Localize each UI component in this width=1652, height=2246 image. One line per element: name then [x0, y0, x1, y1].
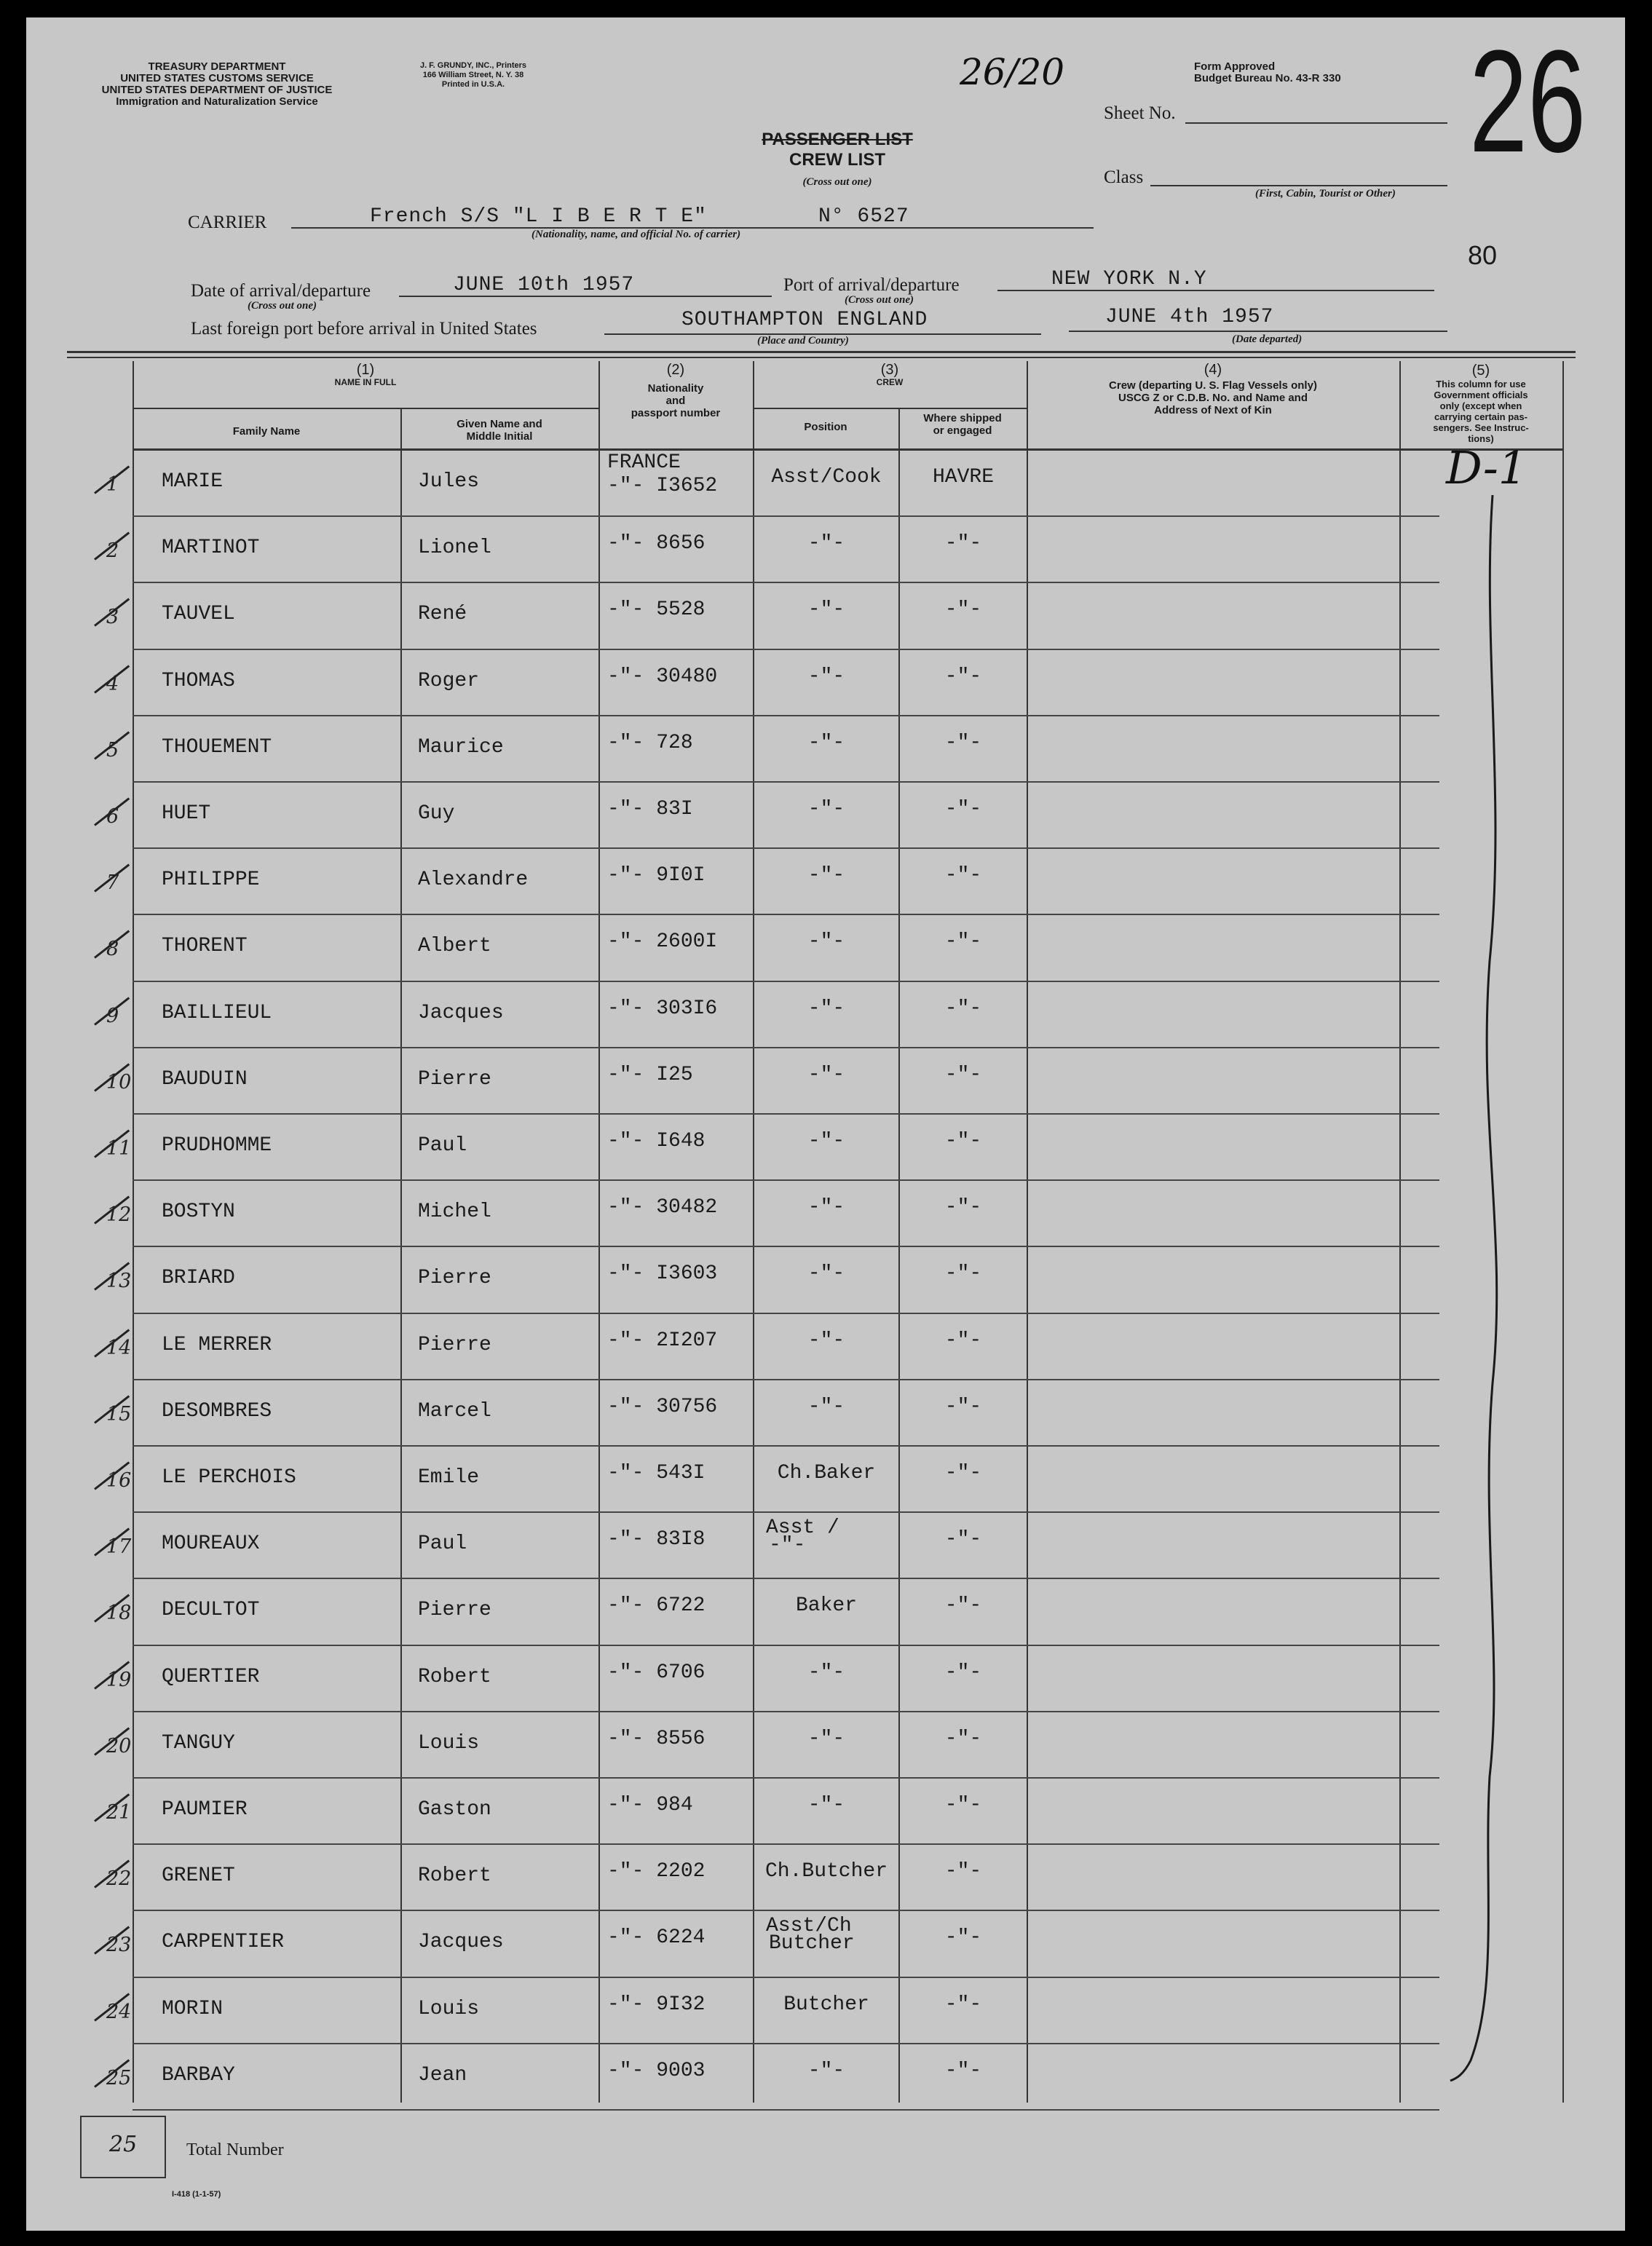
- given-name-header-line-1: Given Name and: [457, 418, 542, 430]
- position-cell: -"-: [807, 2059, 845, 2082]
- col3-number: (3): [880, 362, 899, 378]
- passport-cell: -"- 8656: [607, 532, 706, 555]
- row-rule: [133, 1843, 1439, 1845]
- passport-cell: -"- 30482: [607, 1196, 718, 1219]
- total-box-bottom: [80, 2177, 166, 2178]
- family-name-cell: THOMAS: [162, 669, 235, 692]
- agency-line-3: UNITED STATES DEPARTMENT OF JUSTICE: [101, 84, 333, 96]
- row-number: 20: [106, 1734, 132, 1757]
- position-cell: Asst/Cook: [771, 466, 882, 489]
- col5-line-3: only (except when: [1439, 400, 1522, 411]
- passport-cell: -"- 9I0I: [607, 864, 706, 887]
- row-rule: [133, 1777, 1439, 1779]
- position-cell: -"-: [807, 1196, 845, 1219]
- total-box-top: [80, 2116, 166, 2117]
- position-cell: -"-: [807, 798, 845, 820]
- position-cell: -"-: [807, 532, 845, 555]
- position-cell: -"-: [807, 864, 845, 887]
- officials-column-squiggle: [1442, 495, 1529, 2089]
- shipped-cell: -"-: [944, 532, 982, 555]
- passport-cell: -"- 83I8: [607, 1528, 706, 1551]
- port-arrival-caption: (Cross out one): [845, 294, 914, 306]
- passport-cell: -"- I3652: [607, 475, 718, 497]
- passport-cell: -"- 30756: [607, 1395, 718, 1418]
- row-rule: [133, 847, 1439, 849]
- row-number: 17: [106, 1535, 132, 1559]
- passport-cell: -"- I25: [607, 1063, 693, 1086]
- row-rule: [133, 981, 1439, 982]
- shipped-cell: -"-: [944, 1926, 982, 1950]
- row-number: 7: [106, 871, 119, 895]
- family-name-header: Family Name: [232, 425, 301, 438]
- row-rule: [133, 1313, 1439, 1314]
- shipped-header-line-1: Where shipped: [923, 412, 1002, 424]
- shipped-cell: -"-: [944, 1395, 982, 1418]
- position-cell: -"-: [807, 731, 845, 754]
- col1-number: (1): [356, 362, 375, 378]
- shipped-cell: -"-: [944, 1794, 982, 1816]
- family-name-cell: THOUEMENT: [162, 735, 272, 759]
- nationality-cell: FRANCE: [607, 451, 681, 474]
- col5-number: (5): [1471, 363, 1490, 379]
- family-name-cell: PAUMIER: [162, 1798, 248, 1821]
- family-name-cell: QUERTIER: [162, 1665, 260, 1688]
- row-rule: [133, 1379, 1439, 1380]
- carrier-value: French S/S "L I B E R T E": [370, 205, 707, 228]
- passport-cell: -"- 2600I: [607, 930, 718, 954]
- class-line: [1150, 185, 1447, 186]
- shipped-cell: -"-: [944, 930, 982, 954]
- position-cell: -"-: [807, 1329, 845, 1352]
- shipped-cell: -"-: [944, 798, 982, 820]
- header-sub-rule-1: [133, 408, 598, 409]
- row-number: 25: [106, 2066, 132, 2089]
- printer-line-3: Printed in U.S.A.: [441, 80, 505, 89]
- col-divider-2-3: [753, 361, 754, 2103]
- given-name-cell: Paul: [418, 1134, 467, 1157]
- family-name-cell: CARPENTIER: [162, 1931, 285, 1954]
- row-number: 18: [106, 1602, 132, 1625]
- given-name-cell: Robert: [418, 1665, 491, 1688]
- total-box-right: [165, 2116, 166, 2178]
- row-rule: [133, 1511, 1439, 1513]
- agency-line-4: Immigration and Naturalization Service: [116, 95, 318, 108]
- row-rule: [133, 715, 1439, 716]
- date-departed-caption: (Date departed): [1232, 333, 1303, 345]
- position-cell: -"-: [807, 997, 845, 1020]
- position-cell: -"-: [807, 1794, 845, 1816]
- passport-cell: -"- 5528: [607, 598, 706, 622]
- sheet-label: Sheet No.: [1104, 103, 1176, 123]
- position-cell: -"-: [807, 1262, 845, 1286]
- given-name-cell: Gaston: [418, 1798, 491, 1821]
- col4-header: [1027, 364, 1399, 416]
- given-name-cell: Louis: [418, 1731, 480, 1755]
- family-name-cell: LE MERRER: [162, 1333, 272, 1356]
- row-number: 8: [106, 938, 119, 961]
- given-name-header-line-2: Middle Initial: [466, 430, 533, 443]
- col5-line-1: This column for use: [1436, 379, 1526, 390]
- family-name-cell: BOSTYN: [162, 1201, 235, 1224]
- col5-header: [1399, 363, 1562, 444]
- total-value: 25: [109, 2132, 138, 2157]
- officials-mark: D-1: [1446, 441, 1527, 494]
- row-rule: [133, 1910, 1439, 1911]
- col2-line-3: passport number: [631, 407, 721, 419]
- given-name-cell: Pierre: [418, 1267, 491, 1290]
- row-number: 1: [106, 473, 119, 496]
- row-rule: [133, 1113, 1439, 1115]
- position-cell: -"-: [807, 665, 845, 688]
- total-box-left: [80, 2116, 82, 2178]
- col5-line-6: tions): [1468, 433, 1494, 444]
- family-name-cell: BARBAY: [162, 2063, 235, 2087]
- family-name-cell: PHILIPPE: [162, 869, 260, 892]
- sheet-number-stamp: 26: [1469, 20, 1586, 183]
- col-divider-position-shipped: [898, 408, 900, 2103]
- given-name-cell: Marcel: [418, 1399, 491, 1423]
- shipped-cell: -"-: [944, 997, 982, 1020]
- printer-line-1: J. F. GRUNDY, INC., Printers: [419, 61, 527, 70]
- given-name-header: [400, 418, 598, 443]
- row-rule: [133, 1047, 1439, 1048]
- shipped-cell: -"-: [944, 1462, 982, 1484]
- row-number: 3: [106, 606, 119, 629]
- given-name-cell: Louis: [418, 1997, 480, 2020]
- row-rule: [133, 649, 1439, 650]
- col5-line-2: Government officials: [1434, 390, 1528, 400]
- row-number: 14: [106, 1336, 132, 1359]
- printer-block: [364, 61, 582, 90]
- shipped-cell: -"-: [944, 864, 982, 887]
- position-cell: -"-: [807, 1063, 845, 1086]
- position-header: Position: [804, 421, 847, 433]
- given-name-cell: Jacques: [418, 1001, 504, 1024]
- row-number: 6: [106, 805, 119, 828]
- row-number: 5: [106, 738, 119, 762]
- total-label: Total Number: [186, 2140, 284, 2159]
- position-cell: -"-: [807, 598, 845, 622]
- col2-header: [598, 364, 753, 419]
- shipped-cell: -"-: [944, 1063, 982, 1086]
- given-name-cell: Roger: [418, 669, 480, 692]
- header-sub-rule-3: [753, 408, 1027, 409]
- passport-cell: -"- 9I32: [607, 1993, 706, 2016]
- col5-line-4: carrying certain pas-: [1434, 411, 1527, 422]
- given-name-cell: Pierre: [418, 1067, 491, 1091]
- shipped-cell: -"-: [944, 598, 982, 622]
- position-cell: -"-: [807, 930, 845, 954]
- row-number: 2: [106, 539, 119, 563]
- col5-line-5: sengers. See Instruc-: [1433, 422, 1529, 433]
- passenger-list-title: PASSENGER LIST: [762, 130, 913, 149]
- given-name-cell: Paul: [418, 1533, 467, 1556]
- shipped-cell: -"-: [944, 731, 982, 754]
- given-name-cell: Emile: [418, 1466, 480, 1489]
- shipped-header-line-2: or engaged: [933, 424, 992, 437]
- row-number: 24: [106, 2000, 132, 2023]
- document-page: [26, 17, 1625, 2231]
- col1-title: NAME IN FULL: [334, 377, 397, 387]
- form-approved-line-2: Budget Bureau No. 43-R 330: [1194, 72, 1341, 84]
- passport-cell: -"- 303I6: [607, 997, 718, 1020]
- list-title-caption: (Cross out one): [802, 176, 872, 188]
- table-top-rule: [67, 351, 1576, 353]
- row-rule: [133, 582, 1439, 583]
- last-port-caption: (Place and Country): [757, 335, 849, 347]
- given-name-cell: Albert: [418, 935, 491, 958]
- passport-cell: -"- 9003: [607, 2059, 706, 2082]
- row-rule: [133, 781, 1439, 783]
- given-name-cell: Robert: [418, 1865, 491, 1888]
- carrier-caption: (Nationality, name, and official No. of carrier): [531, 229, 741, 240]
- position-cell: -"-: [807, 1661, 845, 1684]
- count-80: 80: [1468, 240, 1498, 270]
- col-divider-4-5: [1399, 361, 1401, 2103]
- family-name-cell: BAUDUIN: [162, 1067, 248, 1091]
- shipped-cell: -"-: [944, 2059, 982, 2082]
- col1-header: [133, 364, 598, 389]
- agency-line-1: TREASURY DEPARTMENT: [148, 60, 286, 73]
- date-arrival-value: JUNE 10th 1957: [453, 274, 635, 296]
- given-name-cell: Jacques: [418, 1931, 504, 1954]
- row-rule: [133, 515, 1439, 517]
- date-departed-value: JUNE 4th 1957: [1105, 306, 1274, 328]
- shipped-cell: -"-: [944, 1528, 982, 1551]
- col-divider-right: [1562, 361, 1564, 2103]
- position-cell: -"-: [807, 1130, 845, 1152]
- family-name-cell: BRIARD: [162, 1267, 235, 1290]
- shipped-cell: -"-: [944, 1661, 982, 1684]
- shipped-cell: -"-: [944, 1993, 982, 2016]
- row-rule: [133, 2043, 1439, 2044]
- family-name-cell: MOUREAUX: [162, 1533, 260, 1556]
- row-rule: [133, 1445, 1439, 1447]
- position-cell: Ch.Butcher: [764, 1860, 888, 1883]
- shipped-cell: HAVRE: [932, 466, 994, 489]
- given-name-cell: Lionel: [418, 537, 491, 560]
- col3-title: CREW: [876, 377, 904, 387]
- row-rule: [133, 1179, 1439, 1181]
- position-cell-line-2: -"-: [769, 1534, 806, 1557]
- position-cell: -"-: [807, 1727, 845, 1750]
- sheet-line: [1185, 122, 1447, 124]
- row-number: 19: [106, 1668, 132, 1691]
- passport-cell: -"- 30480: [607, 665, 718, 688]
- header-bottom-rule: [133, 448, 1562, 451]
- class-label: Class: [1104, 167, 1144, 187]
- family-name-cell: MARIE: [162, 470, 224, 493]
- date-arrival-caption: (Cross out one): [248, 300, 317, 312]
- position-cell: Butcher: [783, 1993, 869, 2016]
- given-name-cell: Maurice: [418, 735, 504, 759]
- port-arrival-value: NEW YORK N.Y: [1051, 268, 1207, 290]
- row-number: 11: [106, 1137, 132, 1160]
- row-rule: [133, 1711, 1439, 1712]
- family-name-cell: BAILLIEUL: [162, 1001, 272, 1024]
- passport-cell: -"- 2202: [607, 1860, 706, 1883]
- family-name-cell: HUET: [162, 802, 211, 825]
- agency-block: [64, 61, 370, 108]
- row-rule: [133, 1645, 1439, 1646]
- row-number: 23: [106, 1934, 132, 1957]
- position-cell: Baker: [795, 1594, 857, 1618]
- port-arrival-label: Port of arrival/departure: [783, 275, 960, 295]
- row-rule: [133, 1977, 1439, 1978]
- col2-number: (2): [666, 362, 685, 378]
- family-name-cell: TANGUY: [162, 1731, 235, 1755]
- family-name-cell: DESOMBRES: [162, 1399, 272, 1423]
- position-cell: Asst /: [766, 1517, 839, 1540]
- given-name-cell: Guy: [418, 802, 455, 825]
- given-name-cell: Pierre: [418, 1599, 491, 1622]
- col-divider-left: [133, 361, 134, 2103]
- family-name-cell: MARTINOT: [162, 537, 260, 560]
- given-name-cell: Michel: [418, 1201, 491, 1224]
- family-name-cell: MORIN: [162, 1997, 224, 2020]
- passport-cell: -"- 543I: [607, 1462, 706, 1484]
- col-divider-1-2: [598, 361, 600, 2103]
- family-name-cell: DECULTOT: [162, 1599, 260, 1622]
- shipped-cell: -"-: [944, 1130, 982, 1152]
- last-port-label: Last foreign port before arrival in United States: [191, 319, 537, 339]
- col2-line-1: Nationality: [647, 382, 704, 395]
- given-name-cell: Pierre: [418, 1333, 491, 1356]
- date-arrival-label: Date of arrival/departure: [191, 281, 371, 301]
- row-number: 4: [106, 672, 119, 695]
- position-cell: Ch.Baker: [777, 1462, 876, 1484]
- passport-cell: -"- 6224: [607, 1926, 706, 1950]
- passport-cell: -"- 2I207: [607, 1329, 718, 1352]
- shipped-cell: -"-: [944, 1860, 982, 1883]
- row-number: 13: [106, 1270, 132, 1293]
- shipped-header: [898, 412, 1027, 437]
- shipped-cell: -"-: [944, 665, 982, 688]
- position-cell: -"-: [807, 1395, 845, 1418]
- col4-line-1: Crew (departing U. S. Flag Vessels only): [1109, 379, 1317, 392]
- form-approved-line-1: Form Approved: [1194, 60, 1276, 73]
- col3-header: [753, 364, 1027, 389]
- passport-cell: -"- I648: [607, 1130, 706, 1152]
- date-departed-line: [1069, 331, 1447, 332]
- class-caption: (First, Cabin, Tourist or Other): [1255, 188, 1396, 199]
- given-name-cell: Jules: [418, 470, 480, 493]
- position-cell: Asst/Ch: [766, 1915, 852, 1938]
- col4-line-3: Address of Next of Kin: [1154, 404, 1272, 416]
- col-divider-3-4: [1027, 361, 1028, 2103]
- row-number: 12: [106, 1203, 132, 1227]
- row-number: 10: [106, 1070, 132, 1094]
- crew-list-title: CREW LIST: [789, 150, 885, 170]
- passport-cell: -"- I3603: [607, 1262, 718, 1286]
- family-name-cell: THORENT: [162, 935, 248, 958]
- col4-number: (4): [1204, 362, 1222, 378]
- printer-line-2: 166 William Street, N. Y. 38: [422, 71, 524, 79]
- handwritten-sheet-ref: 26/20: [960, 51, 1065, 93]
- carrier-official-no: N° 6527: [818, 205, 909, 228]
- row-rule: [133, 2109, 1439, 2111]
- shipped-cell: -"-: [944, 1196, 982, 1219]
- form-code: I-418 (1-1-57): [172, 2190, 221, 2199]
- family-name-cell: TAUVEL: [162, 603, 235, 626]
- agency-line-2: UNITED STATES CUSTOMS SERVICE: [120, 72, 314, 84]
- col2-line-2: and: [665, 395, 686, 407]
- passport-cell: -"- 83I: [607, 798, 693, 820]
- carrier-label: CARRIER: [188, 213, 267, 232]
- col-divider-family-given: [400, 408, 402, 2103]
- passport-cell: -"- 984: [607, 1794, 693, 1816]
- form-approved-block: [1194, 61, 1434, 84]
- row-number: 22: [106, 1867, 132, 1891]
- passport-cell: -"- 6722: [607, 1594, 706, 1618]
- row-rule: [133, 914, 1439, 915]
- shipped-cell: -"-: [944, 1262, 982, 1286]
- row-number: 21: [106, 1801, 132, 1824]
- col4-line-2: USCG Z or C.D.B. No. and Name and: [1118, 392, 1308, 404]
- passport-cell: -"- 8556: [607, 1727, 706, 1750]
- row-number: 16: [106, 1469, 132, 1492]
- family-name-cell: PRUDHOMME: [162, 1134, 272, 1157]
- row-number: 9: [106, 1004, 119, 1027]
- passport-cell: -"- 728: [607, 731, 693, 754]
- row-rule: [133, 1578, 1439, 1579]
- shipped-cell: -"-: [944, 1594, 982, 1618]
- family-name-cell: LE PERCHOIS: [162, 1466, 296, 1489]
- passport-cell: -"- 6706: [607, 1661, 706, 1684]
- given-name-cell: René: [418, 603, 467, 626]
- last-port-value: SOUTHAMPTON ENGLAND: [681, 309, 928, 331]
- shipped-cell: -"-: [944, 1329, 982, 1352]
- table-top-rule-2: [67, 357, 1576, 358]
- row-number: 15: [106, 1402, 132, 1426]
- given-name-cell: Alexandre: [418, 869, 529, 892]
- family-name-cell: GRENET: [162, 1865, 235, 1888]
- position-cell-line-2: Butcher: [769, 1932, 855, 1956]
- given-name-cell: Jean: [418, 2063, 467, 2087]
- row-rule: [133, 1246, 1439, 1247]
- shipped-cell: -"-: [944, 1727, 982, 1750]
